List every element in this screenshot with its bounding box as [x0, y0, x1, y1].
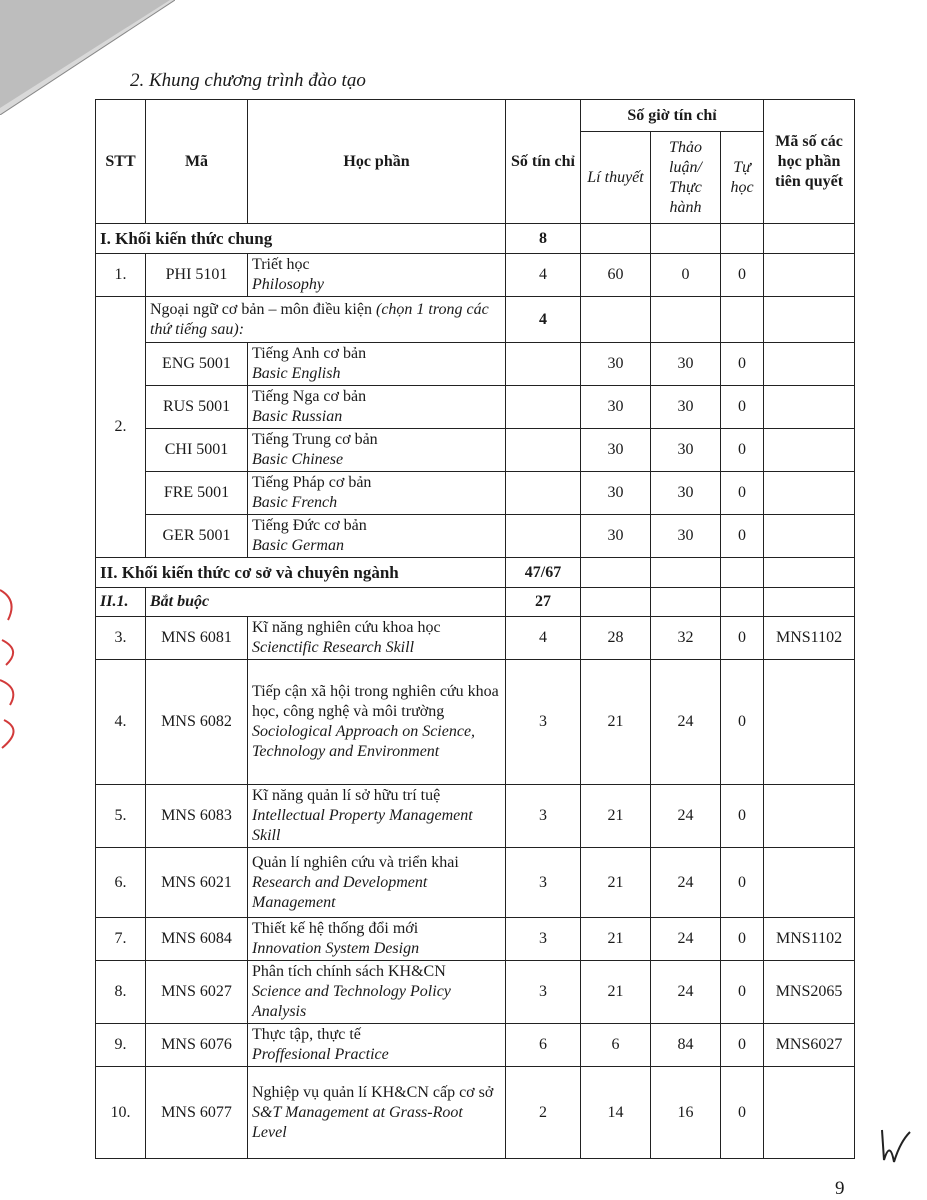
header-practice: Thảo luận/ Thực hành — [651, 132, 721, 224]
folded-corner — [0, 0, 175, 115]
header-self-study: Tự học — [721, 132, 764, 224]
table-row: 4. MNS 6082 Tiếp cận xã hội trong nghiên cứu khoa học, công nghệ và môi trường Sociological Approach on Science, Technology and Environment 3 21 24 0 — [96, 660, 855, 785]
table-row: 2. Ngoại ngữ cơ bản – môn điều kiện (chọn 1 trong các thứ tiếng sau): 4 — [96, 297, 855, 343]
signature-mark — [870, 1120, 920, 1170]
table-row: 5. MNS 6083 Kĩ năng quản lí sở hữu trí tuệ Intellectual Property Management Skill 3 21 24 0 — [96, 785, 855, 848]
header-credit-hours: Số giờ tín chỉ — [581, 100, 764, 132]
section-row: II. Khối kiến thức cơ sở và chuyên ngành 47/67 — [96, 558, 855, 588]
page-number: 9 — [835, 1178, 845, 1199]
table-row: ENG 5001 Tiếng Anh cơ bản Basic English 30 30 0 — [96, 343, 855, 386]
subsection-row: II.1. Bắt buộc 27 — [96, 588, 855, 617]
table-row: RUS 5001 Tiếng Nga cơ bản Basic Russian 30 30 0 — [96, 386, 855, 429]
red-stamp-mark — [0, 570, 30, 760]
header-course: Học phần — [248, 100, 506, 224]
table-row: 1. PHI 5101 Triết học Philosophy 4 60 0 0 — [96, 254, 855, 297]
curriculum-table — [95, 99, 855, 1159]
table-row: 9. MNS 6076 Thực tập, thực tế Proffesional Practice 6 6 84 0 MNS6027 — [96, 1024, 855, 1067]
header-stt: STT — [96, 100, 146, 224]
table-row: FRE 5001 Tiếng Pháp cơ bản Basic French 30 30 0 — [96, 472, 855, 515]
table-row: 10. MNS 6077 Nghiệp vụ quản lí KH&CN cấp cơ sở S&T Management at Grass-Root Level 2 14 16 0 — [96, 1067, 855, 1159]
header-prerequisites: Mã số các học phần tiên quyết — [764, 100, 855, 224]
section-heading: 2. Khung chương trình đào tạo — [130, 70, 366, 91]
table-row: 7. MNS 6084 Thiết kế hệ thống đổi mới Innovation System Design 3 21 24 0 MNS1102 — [96, 918, 855, 961]
header-credits: Số tín chỉ — [506, 100, 581, 224]
table-row: 6. MNS 6021 Quản lí nghiên cứu và triển khai Research and Development Management 3 21 24 0 — [96, 848, 855, 918]
section-row: I. Khối kiến thức chung 8 — [96, 224, 855, 254]
header-theory: Lí thuyết — [581, 132, 651, 224]
header-code: Mã — [146, 100, 248, 224]
table-row: GER 5001 Tiếng Đức cơ bản Basic German 30 30 0 — [96, 515, 855, 558]
table-row: CHI 5001 Tiếng Trung cơ bản Basic Chinese 30 30 0 — [96, 429, 855, 472]
table-row: 3. MNS 6081 Kĩ năng nghiên cứu khoa học Scienctific Research Skill 4 28 32 0 MNS1102 — [96, 617, 855, 660]
table-row: 8. MNS 6027 Phân tích chính sách KH&CN Science and Technology Policy Analysis 3 21 24 0 MNS2065 — [96, 961, 855, 1024]
